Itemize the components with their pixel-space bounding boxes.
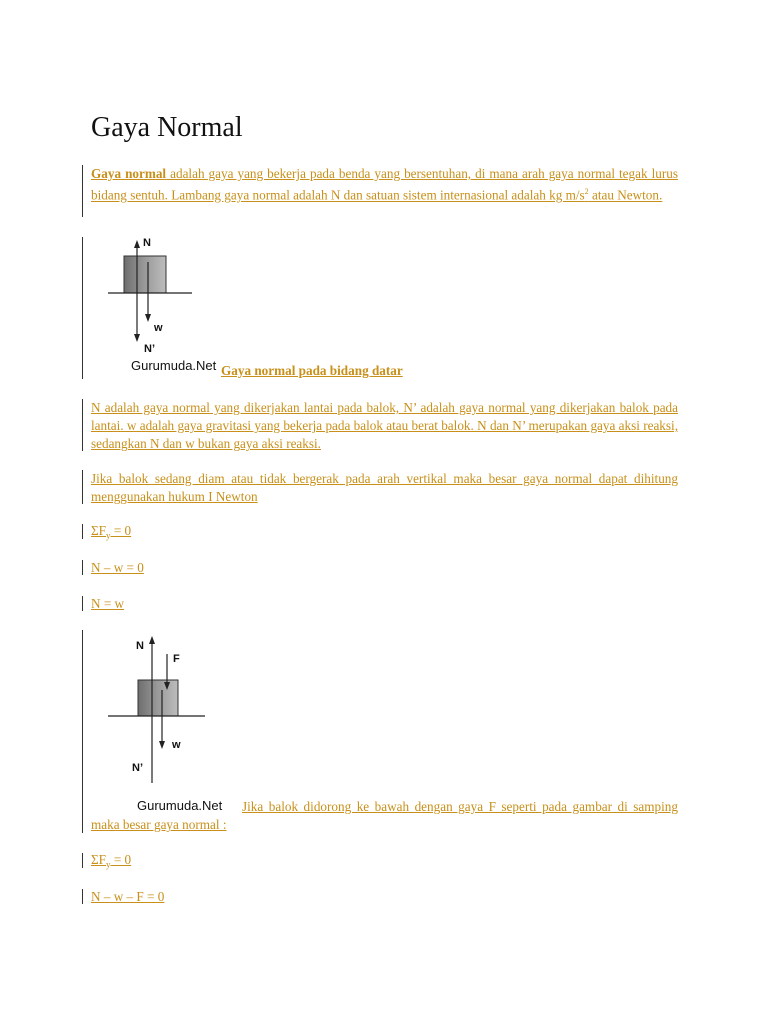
paragraph-action-reaction: N adalah gaya normal yang dikerjakan lantai pada balok, N’ adalah gaya normal yang dikerjakan balok pada lantai. w adalah gaya gravitasi yang bekerja pada balok atau berat balok. N dan N’ merupakan gaya aksi reaksi, sedangkan N dan w bukan gaya aksi reaksi. [91, 400, 678, 452]
quote-bar [82, 237, 83, 379]
quote-bar [82, 596, 83, 611]
intro-text-end: atau Newton. [588, 187, 663, 203]
paragraph-newton-law: Jika balok sedang diam atau tidak bergerak pada arah vertikal maka besar gaya normal dapat dihitung menggunakan hukum I Newton [91, 471, 678, 505]
quote-bar [82, 560, 83, 575]
quote-bar [82, 399, 83, 451]
figure-caption-paragraph: Jika balok didorong ke bawah dengan gaya F seperti pada gambar di samping maka besar gaya normal : [91, 799, 678, 833]
equation-sum-forces: $\Sigma F_y = 0$ [91, 523, 132, 541]
label-n-prime: N’ [144, 343, 155, 355]
block-shape [138, 680, 178, 716]
page-title: Gaya Normal [91, 112, 243, 143]
figure-flat-surface [100, 232, 210, 357]
watermark: Gurumuda.Net [131, 358, 217, 373]
quote-bar [82, 630, 83, 833]
quote-bar [82, 470, 83, 504]
quote-bar [82, 524, 83, 539]
label-f: F [173, 653, 180, 665]
label-w: w [172, 739, 181, 751]
quote-bar [82, 853, 83, 868]
equation-sum-forces-2: $\Sigma F_y = 0$ [91, 852, 132, 870]
equation-n-equals-w: N = w [91, 596, 125, 611]
figure-caption-link[interactable]: Gaya normal pada bidang datar [221, 363, 403, 378]
intro-term[interactable]: Gaya normal [91, 166, 167, 181]
quote-bar [82, 165, 83, 217]
label-w: w [154, 322, 163, 334]
label-n-prime: N’ [132, 762, 143, 774]
equation-n-minus-w-minus-f: N – w – F = 0 [91, 889, 165, 904]
quote-bar [82, 889, 83, 904]
watermark: Gurumuda.Net [137, 798, 223, 813]
intro-superscript: 2 [584, 187, 589, 197]
intro-paragraph [91, 165, 678, 205]
equation-n-minus-w: N – w = 0 [91, 560, 144, 575]
label-n: N [143, 237, 151, 249]
block-shape [124, 256, 166, 293]
intro-text: adalah gaya yang bekerja pada benda yang bersentuhan, di mana arah gaya normal tegak lurus bidang sentuh. Lambang gaya normal adalah N dan satuan sistem internasional adalah kg m/s [91, 166, 678, 203]
figure-pushed-block [100, 628, 220, 783]
label-n: N [136, 640, 144, 652]
